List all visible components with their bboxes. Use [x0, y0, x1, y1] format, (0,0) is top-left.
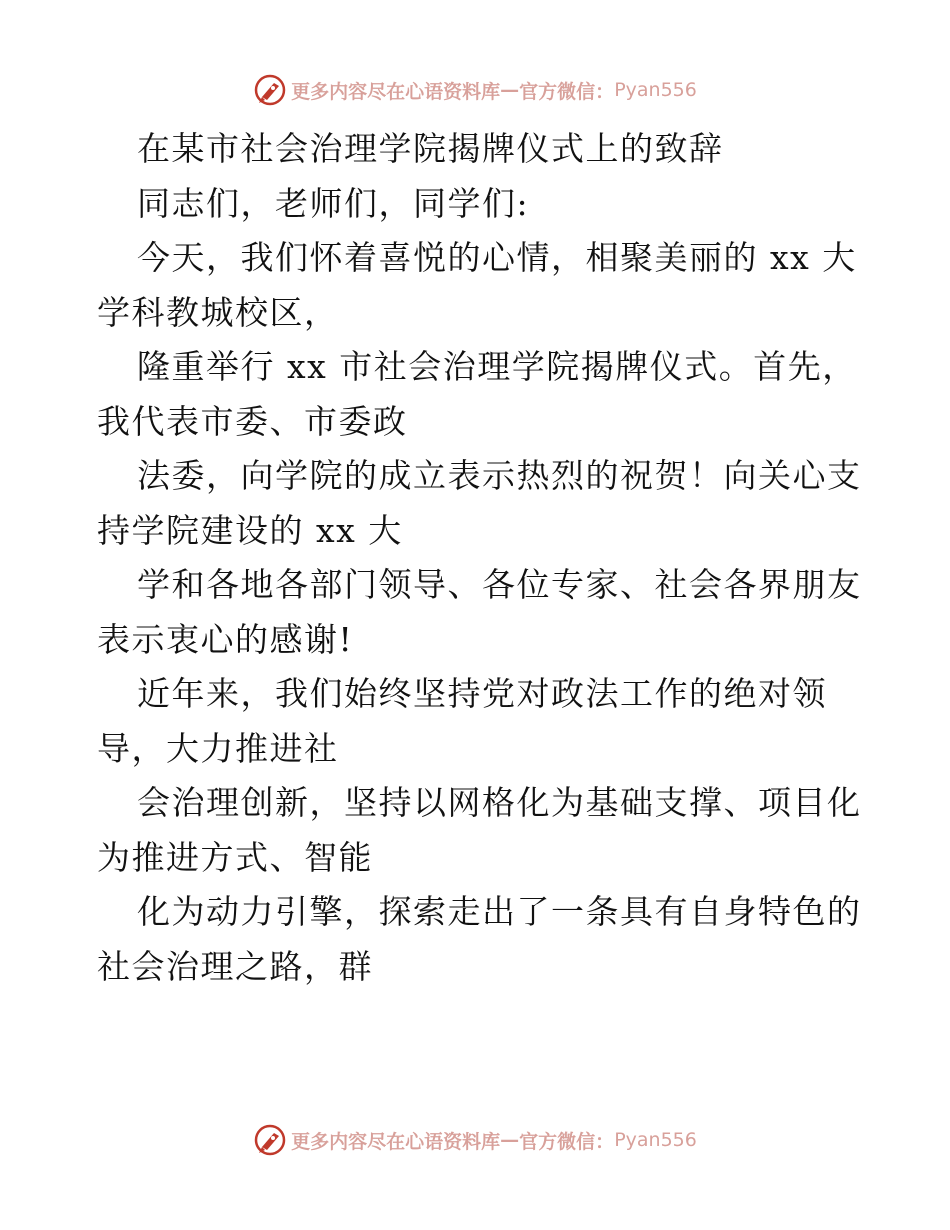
paragraph-line: 导，大力推进社 — [97, 728, 339, 768]
paragraph-line: 学和各地各部门领导、各位专家、社会各界朋友 — [137, 565, 862, 604]
banner-dash: — — [500, 1129, 520, 1151]
banner-main-text: 更多内容尽在心语资料库 — [291, 1130, 501, 1153]
pen-nib-circle-icon — [253, 73, 287, 107]
paragraph-line: 今天，我们怀着喜悦的心情，相聚美丽的 xx 大 — [137, 238, 857, 277]
paragraph-line: 会治理创新，坚持以网格化为基础支撑、项目化 — [137, 783, 862, 822]
paragraph-line: 社会治理之路，群 — [97, 946, 373, 986]
footer-watermark-banner — [0, 1120, 950, 1160]
salutation: 同志们，老师们，同学们: — [137, 183, 530, 223]
header-watermark-banner — [0, 70, 950, 110]
banner-wechat-label: 官方微信： — [519, 80, 615, 103]
paragraph-line: 化为动力引擎，探索走出了一条具有自身特色的 — [137, 892, 862, 931]
paragraph-line: 表示衷心的感谢! — [97, 619, 354, 659]
pen-nib-circle-icon — [253, 1123, 287, 1157]
paragraph-line: 学科教城校区， — [97, 292, 339, 332]
paragraph-line: 隆重举行 xx 市社会治理学院揭牌仪式。首先， — [137, 347, 857, 386]
banner-wechat-id: Pyan556 — [614, 79, 697, 101]
banner-wechat-label: 官方微信： — [519, 1130, 615, 1153]
banner-wechat-id: Pyan556 — [614, 1129, 697, 1151]
paragraph-line: 我代表市委、市委政 — [97, 401, 408, 441]
paragraph-line: 近年来，我们始终坚持党对政法工作的绝对领 — [137, 674, 827, 713]
paragraph-line: 持学院建设的 xx 大 — [97, 510, 403, 550]
paragraph-line: 为推进方式、智能 — [97, 837, 373, 877]
paragraph-line: 法委，向学院的成立表示热烈的祝贺！向关心支 — [137, 456, 862, 495]
document-title: 在某市社会治理学院揭牌仪式上的致辞 — [137, 129, 724, 168]
document-body — [97, 122, 862, 994]
banner-dash: — — [500, 79, 520, 101]
banner-main-text: 更多内容尽在心语资料库 — [291, 80, 501, 103]
